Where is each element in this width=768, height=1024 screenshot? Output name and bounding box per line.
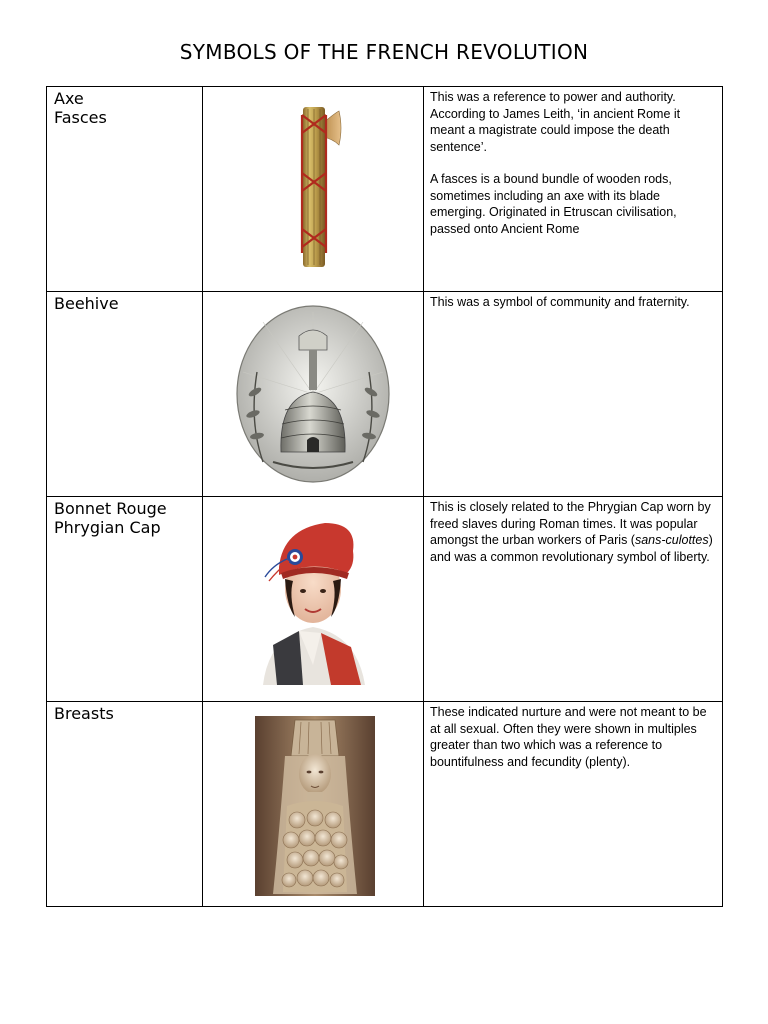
symbol-name: Breasts <box>54 704 114 723</box>
description-text: ) and was a common revolutionary symbol of liberty. <box>430 533 713 564</box>
symbol-name-cell <box>47 292 203 497</box>
symbol-name-cell <box>47 702 203 907</box>
table-row <box>47 292 723 497</box>
symbol-image-cell <box>203 292 424 497</box>
description-text: This is closely related to the Phrygian Cap worn by freed slaves during Roman times. It was popular amongst the urban workers of Paris ( <box>430 500 711 547</box>
symbol-name: Bonnet Rouge <box>54 499 167 518</box>
description-italic-text: sans-culottes <box>634 533 709 547</box>
symbol-description-cell <box>424 87 723 292</box>
description-paragraph <box>430 499 716 565</box>
table-row <box>47 702 723 907</box>
symbol-name: Fasces <box>54 108 107 127</box>
symbol-description-cell <box>424 292 723 497</box>
symbol-description-cell <box>424 702 723 907</box>
description-paragraph: A fasces is a bound bundle of wooden rods, sometimes including an axe with its blade emerging. Originated in Etruscan civilisation, passed onto Ancient Rome <box>430 172 677 236</box>
symbol-name: Phrygian Cap <box>54 518 161 537</box>
symbol-image-cell <box>203 87 424 292</box>
symbol-name: Beehive <box>54 294 119 313</box>
table-row <box>47 497 723 702</box>
description-paragraph: This was a reference to power and authority. According to James Leith, ‘in ancient Rome it meant a magistrate could impose the death sentence’. <box>430 90 681 154</box>
symbol-name-cell <box>47 497 203 702</box>
page-title: SYMBOLS OF THE FRENCH REVOLUTION <box>179 40 589 64</box>
symbol-name-cell <box>47 87 203 292</box>
symbol-description-cell <box>424 497 723 702</box>
symbols-table <box>46 86 723 907</box>
description-paragraph: These indicated nurture and were not meant to be at all sexual. Often they were shown in multiples greater than two which was a reference to bountifulness and fecundity (plenty). <box>430 705 707 769</box>
fasces-axe-icon <box>283 103 353 273</box>
description-paragraph: This was a symbol of community and fraternity. <box>430 295 690 309</box>
phrygian-cap-woman-icon <box>243 515 383 685</box>
table-row <box>47 87 723 292</box>
symbol-image-cell <box>203 497 424 702</box>
symbol-name: Axe <box>54 89 84 108</box>
statue-breasts-icon <box>255 716 375 896</box>
beehive-medallion-icon <box>233 302 393 488</box>
symbol-image-cell <box>203 702 424 907</box>
